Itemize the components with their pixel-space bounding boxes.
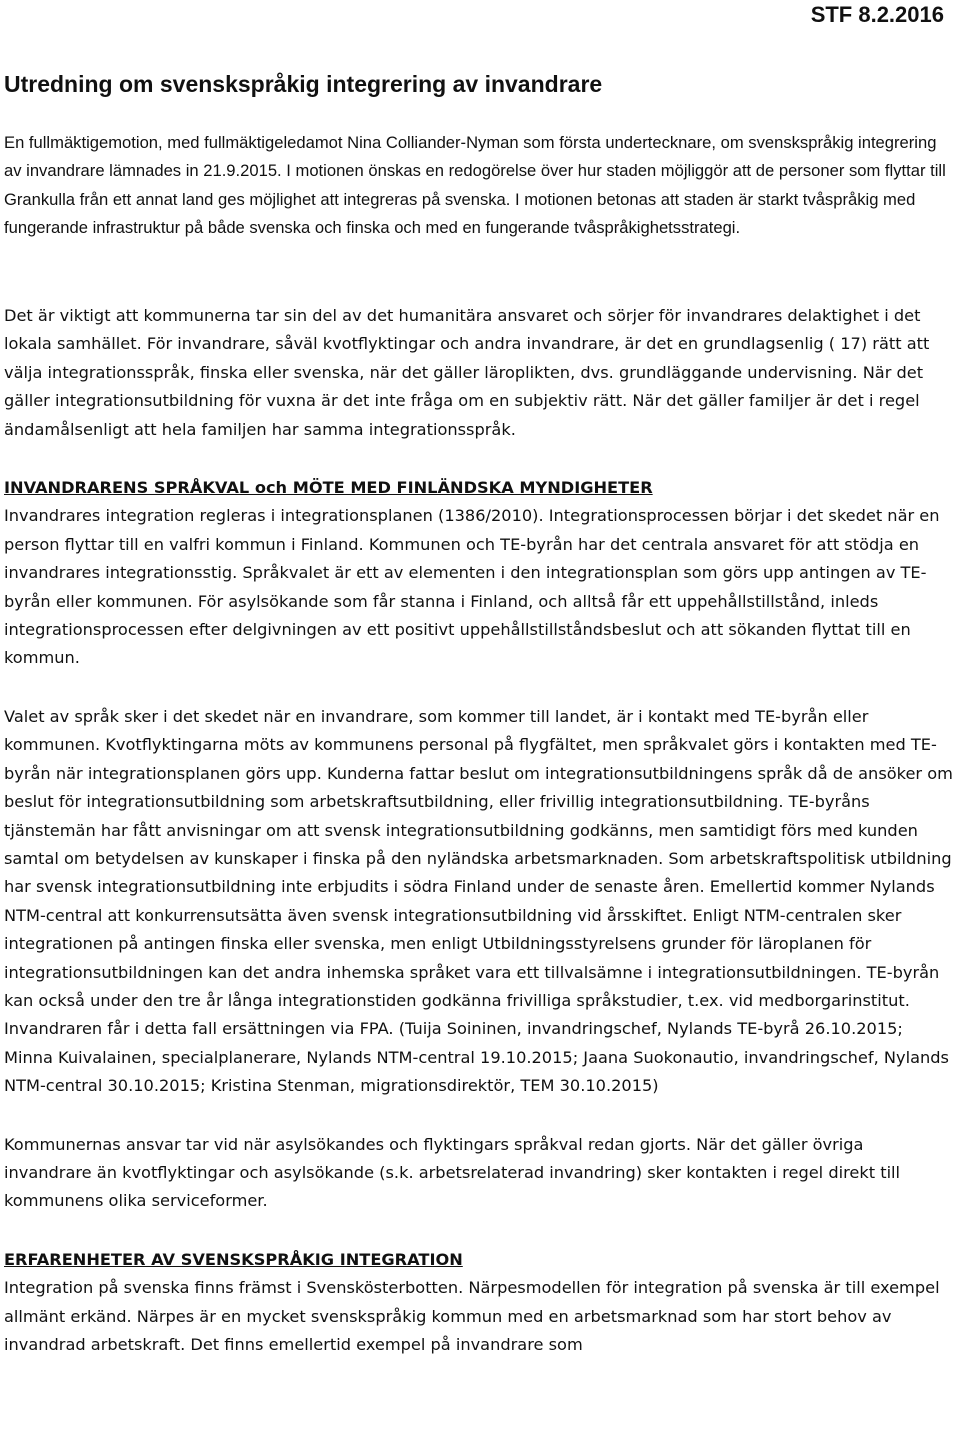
section-2-paragraph-1: Integration på svenska finns främst i Svenskösterbotten. Närpesmodellen för integration på svenska är till exempel allmänt erkänd. Närpes är en mycket svenskspråkig kommun med en arbetsmarknad som har stort behov av invandrad arbetskraft. Det finns emellertid exempel på invandrare som	[4, 1278, 940, 1354]
document-body	[4, 302, 956, 1389]
section-1-paragraph-1: Invandrares integration regleras i integrationsplanen (1386/2010). Integrationsprocessen börjar i det skedet när en person flyttar till en valfri kommun i Finland. Kommunen och TE-byrån har det centrala ansvaret för att stödja en invandrares integrationsstig. Språkvalet är ett av elementen i den integrationsplan som görs upp antingen av TE-byrån eller kommunen. För asylsökande som får stanna i Finland, och alltså får ett uppehållstillstånd, inleds integrationsprocessen efter delgivningen av ett positivt uppehållstillståndsbeslut och att sökanden flyttat till en kommun.	[4, 506, 940, 668]
section-heading-experiences: ERFARENHETER AV SVENSKSPRÅKIG INTEGRATION	[4, 1249, 463, 1269]
section-heading-language-choice: INVANDRARENS SPRÅKVAL och MÖTE MED FINLÄNDSKA MYNDIGHETER	[4, 478, 653, 498]
paragraph-responsibility: Det är viktigt att kommunerna tar sin del av det humanitära ansvaret och sörjer för invandrares delaktighet i det lokala samhället. För invandrare, såväl kvotflyktingar och andra invandrare, är det en grundlagsenlig ( 17) rätt att välja integrationsspråk, finska eller svenska, när det gäller läroplikten, dvs. grundläggande undervisning. När det gäller integrationsutbildning för vuxna är det inte fråga om en subjektiv rätt. När det gäller familjer är det i regel ändamålsenligt att hela familjen har samma integrationsspråk.	[4, 306, 930, 439]
section-1-paragraph-3: Kommunernas ansvar tar vid när asylsökandes och flyktingars språkval redan gjorts. När det gäller övriga invandrare än kvotflyktingar och asylsökande (s.k. arbetsrelaterad invandring) sker kontakten i regel direkt till kommunens olika serviceformer.	[4, 1134, 901, 1211]
section-1-paragraph-2: Valet av språk sker i det skedet när en invandrare, som kommer till landet, är i kontakt med TE-byrån eller kommunen. Kvotflyktingarna möts av kommunens personal på flygfältet, men språkvalet görs i kontakten med TE-byrån när integrationsplanen görs upp. Kunderna fattar beslut om integrationsutbildningens språk då de ansöker om beslut för integrationsutbildning som arbetskraftsutbildning, eller frivillig integrationsutbildning. TE-byråns tjänstemän har fått anvisningar om att svensk integrationsutbildning godkänns, men samtidigt förs med kunden samtal om betydelsen av kunskaper i finska på den nyländska arbetsmarknaden. Som arbetskraftspolitisk utbildning har svensk integrationsutbildning inte erbjudits i södra Finland under de senaste åren. Emellertid kommer Nylands NTM-central att konkurrensutsätta även svensk integrationsutbildning vid årsskiftet. Enligt NTM-centralen sker integrationen på antingen finska eller svenska, men enligt Utbildningsstyrelsens grunder för läroplanen för integrationsutbildningen kan det andra inhemska språket vara ett tillvalsämne i integrationsutbildningen. TE-byrån kan också under den tre år långa integrationstiden godkänna frivilliga språkstudier, t.ex. vid medborgarinstitut. Invandraren får i detta fall ersättningen via FPA. (Tuija Soininen, invandringschef, Nylands TE-byrå 26.10.2015; Minna Kuivalainen, specialplanerare, Nylands NTM-central 19.10.2015; Jaana Suokonautio, invandringschef, Nylands NTM-central 30.10.2015; Kristina Stenman, migrationsdirektör, TEM 30.10.2015)	[4, 706, 953, 1096]
document-title: Utredning om svenskspråkig integrering av invandrare	[4, 71, 603, 97]
document-reference: STF 8.2.2016	[810, 2, 944, 27]
intro-paragraph: En fullmäktigemotion, med fullmäktigeledamot Nina Colliander-Nyman som första undertecknare, om svenskspråkig integrering av invandrare lämnades in 21.9.2015. I motionen önskas en redogörelse över hur staden möjliggör att de personer som flyttar till Grankulla från ett annat land ges möjlighet att integreras på svenska. I motionen betonas att staden är starkt tvåspråkig med fungerande infrastruktur på både svenska och finska och med en fungerande tvåspråkighetsstrategi.	[4, 133, 946, 237]
